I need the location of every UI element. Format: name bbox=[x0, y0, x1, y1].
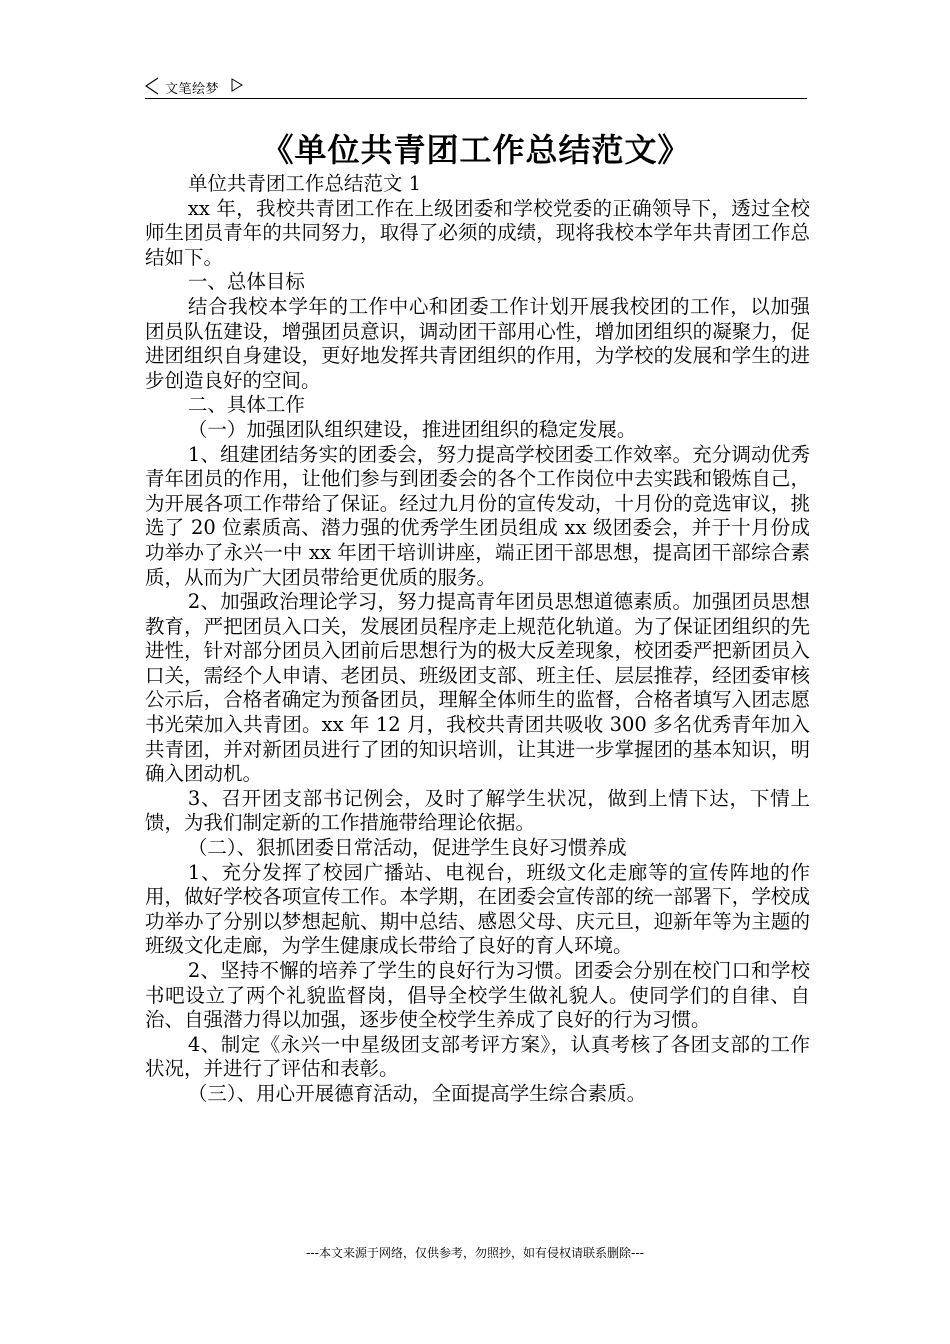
paragraph: 结合我校本学年的工作中心和团委工作计划开展我校团的工作，以加强团员队伍建设，增强团员意识，调动团干部用心性，增加团组织的凝聚力，促进团组织自身建设，更好地发挥共青团组织的作用，为学校的发展和学生的进步创造良好的空间。 bbox=[145, 294, 810, 392]
document-title: 《单位共青团工作总结范文》 bbox=[261, 131, 691, 169]
header-brand: 文笔绘梦 bbox=[165, 82, 220, 97]
subsection-heading: （一）加强团队组织建设，推进团组织的稳定发展。 bbox=[187, 417, 637, 441]
paragraph: 4、制定《永兴一中星级团支部考评方案》，认真考核了各团支部的工作状况，并进行了评估和表彰。 bbox=[145, 1032, 810, 1081]
document-body bbox=[145, 172, 810, 1107]
triangle-left-icon bbox=[145, 77, 159, 95]
section-heading: 二、具体工作 bbox=[187, 393, 305, 417]
paragraph: 2、加强政治理论学习，努力提高青年团员思想道德素质。加强团员思想教育，严把团员入口关，发展团员程序走上规范化轨道。为了保证团组织的先进性，针对部分团员入团前后思想行为的极大反差现象，校团委严把新团员入口关，需经个人申请、老团员、班级团支部、班主任、层层推荐，经团委审核公示后，合格者确定为预备团员，理解全体师生的监督，合格者填写入团志愿书光荣加入共青团。xx 年 12 月，我校共青团共吸收 300 多名优秀青年加入共青团，并对新团员进行了团的知识培训，让其进一步掌握团的基本知识，明确入团动机。 bbox=[145, 590, 810, 786]
paragraph: 1、充分发挥了校园广播站、电视台，班级文化走廊等的宣传阵地的作用，做好学校各项宣传工作。本学期，在团委会宣传部的统一部署下，学校成功举办了分别以梦想起航、期中总结、感恩父母、庆元旦，迎新年等为主题的班级文化走廊，为学生健康成长带给了良好的育人环境。 bbox=[145, 860, 810, 958]
paragraph: xx 年，我校共青团工作在上级团委和学校党委的正确领导下，透过全校师生团员青年的共同努力，取得了必须的成绩，现将我校本学年共青团工作总结如下。 bbox=[145, 196, 810, 269]
page-footer: ---本文来源于网络，仅供参考，勿照抄，如有侵权请联系删除--- bbox=[306, 1246, 644, 1260]
paragraph: 3、召开团支部书记例会，及时了解学生状况，做到上情下达，下情上馈，为我们制定新的工作措施带给理论依据。 bbox=[145, 786, 810, 835]
page-header bbox=[145, 74, 807, 98]
subsection-heading: （二）、狠抓团委日常活动，促进学生良好习惯养成 bbox=[187, 836, 627, 860]
section-heading: 一、总体目标 bbox=[187, 270, 305, 294]
triangle-right-icon bbox=[231, 78, 243, 92]
paragraph: 1、组建团结务实的团委会，努力提高学校团委工作效率。充分调动优秀青年团员的作用，让他们参与到团委会的各个工作岗位中去实践和锻炼自己，为开展各项工作带给了保证。经过九月份的宣传发动，十月份的竞选审议，挑选了 20 位素质高、潜力强的优秀学生团员组成 xx 级团委会，并于十月份成功举办了永兴一中 xx 年团干培训讲座，端正团干部思想，提高团干部综合素质，从而为广大团员带给更优质的服务。 bbox=[145, 442, 810, 589]
header-rule bbox=[145, 98, 807, 99]
paragraph: 2、坚持不懈的培养了学生的良好行为习惯。团委会分别在校门口和学校书吧设立了两个礼貌监督岗，倡导全校学生做礼貌人。使同学们的自律、自治、自强潜力得以加强，逐步使全校学生养成了良好的行为习惯。 bbox=[145, 959, 810, 1032]
subsection-heading: （三）、用心开展德育活动，全面提高学生综合素质。 bbox=[187, 1081, 647, 1105]
paragraph: 单位共青团工作总结范文 1 bbox=[187, 172, 421, 195]
